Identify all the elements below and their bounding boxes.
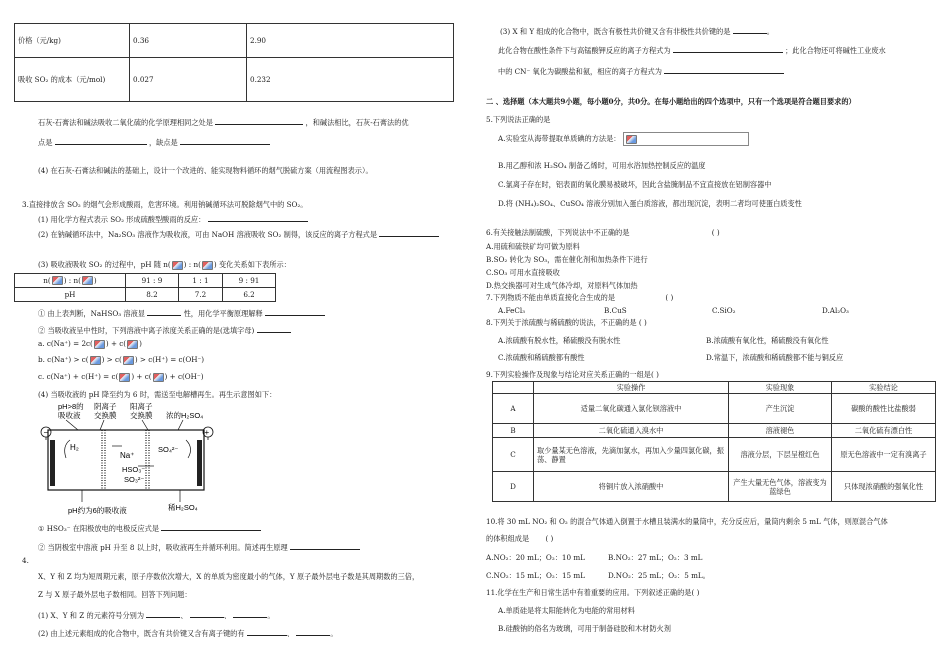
experiment-table — [492, 381, 936, 502]
table-cell: 原无色溶液中一定有溴离子 — [832, 438, 936, 472]
ph-cell: 6.2 — [223, 288, 276, 302]
table-header: 实验结论 — [832, 382, 936, 394]
question-text: 点是 — [38, 138, 53, 147]
answer-blank[interactable] — [296, 628, 330, 636]
question-text: ) : n( — [183, 260, 201, 269]
option-a: A.NO₂：20 mL；O₂：10 mL — [486, 553, 585, 562]
cost-cell: 0.027 — [130, 58, 247, 102]
formula-image-icon — [123, 356, 134, 365]
table-cell: 溶液分层，下层呈橙红色 — [729, 438, 832, 472]
formula-image-icon — [153, 373, 164, 382]
question-text: (4) 当吸收液的 pH 降至约为 6 时，需送至电解槽再生。再生示意图如下： — [38, 390, 277, 399]
answer-blank[interactable] — [733, 26, 767, 34]
table-row — [493, 394, 936, 424]
question-text: 中的 CN⁻ 氧化为碳酸盐和氨，相应的离子方程式为 — [498, 67, 662, 76]
question-7: 7.下列物质不能由单质直接化合生成的是 — [486, 293, 616, 302]
option-a: A.FeCl₃ — [498, 306, 526, 315]
diagram-label: SO₄²⁻ — [158, 445, 179, 454]
diagram-label: 交换膜 — [130, 411, 153, 420]
option-c: c. c(Na⁺) + c(H⁺) = c( — [38, 372, 119, 381]
option-b: B.CuS — [604, 306, 627, 315]
answer-paren[interactable]: ( ) — [545, 534, 554, 543]
table-cell: 只体现浓硝酸的强氧化性 — [832, 472, 936, 502]
ratio-cell: 1 : 1 — [178, 274, 222, 288]
row-label: A — [493, 394, 534, 424]
question-number: 4. — [22, 556, 29, 565]
option-d: D.热交换器可对生成气体冷却，对原料气体加热 — [486, 281, 638, 290]
answer-blank[interactable] — [673, 45, 783, 53]
ph-cell: 7.2 — [178, 288, 222, 302]
option-a: A.浓硫酸有脱水性，稀硫酸没有脱水性 — [498, 336, 621, 345]
table-cell: 产生沉淀 — [729, 394, 832, 424]
answer-blank[interactable] — [55, 137, 147, 145]
question-text: (2) 由上述元素组成的化合物中，既含有共价键又含有离子键的有 — [38, 629, 245, 638]
question-text: 性，用化学平衡原理解释 — [183, 309, 263, 318]
question-text: (1) X、Y 和 Z 的元素符号分别为 — [38, 611, 145, 620]
question-text: X、Y 和 Z 均为短周期元素，原子序数依次增大，X 的单质为密度最小的气体，Y 原子最外层电子数是其周期数的三倍， — [38, 572, 420, 581]
table-header — [493, 382, 534, 394]
table-cell: 碳酸的酸性比盐酸弱 — [832, 394, 936, 424]
option-a: A.实验室从海带提取单质碘的方法是： — [498, 134, 621, 143]
option-c: C.NO₂：15 mL；O₂：15 mL — [486, 571, 585, 580]
option-c: C.浓硫酸和稀硫酸都有酸性 — [498, 353, 585, 362]
question-11: 11.化学在生产和日常生活中有着重要的应用。下列叙述正确的是( ) — [486, 588, 700, 597]
table-row — [493, 472, 936, 502]
ratio-cell: 91 : 9 — [126, 274, 179, 288]
table-row — [493, 438, 936, 472]
table-header: 实验现象 — [729, 382, 832, 394]
option-b: B.用乙醇和浓 H₂SO₄ 制备乙烯时，可用水浴加热控制反应的温度 — [498, 161, 706, 170]
formula-image-icon — [119, 373, 130, 382]
diagram-label: HSO₃⁻ — [122, 465, 146, 474]
question-8: 8.下列关于浓硫酸与稀硫酸的说法，不正确的是 ( ) — [486, 318, 647, 327]
answer-blank[interactable] — [190, 610, 224, 618]
question-text: 石灰-石膏法和碱法吸收二氧化硫的化学原理相同之处是 — [38, 118, 213, 127]
question-text: ，和碱法相比，石灰-石膏法的优 — [305, 118, 409, 127]
row-label: D — [493, 472, 534, 502]
ph-table-header: n( ) : n( ) — [15, 274, 126, 288]
diagram-label: 阳离子 — [130, 402, 153, 411]
option-d: D.Al₂O₃ — [822, 306, 849, 315]
option-b: B.SO₂ 转化为 SO₃，需在催化剂和加热条件下进行 — [486, 255, 648, 264]
question-6: 6.有关接触法制硫酸，下列说法中不正确的是 — [486, 228, 630, 237]
answer-blank[interactable] — [265, 308, 325, 316]
question-text: ；此化合物还可将碱性工业废水 — [785, 46, 886, 55]
question-text: ② 当阴极室中溶液 pH 升至 8 以上时，吸收液再生并循环利用。简述再生原理 — [38, 543, 288, 552]
option-a: a. c(Na⁺) = 2c( — [38, 339, 93, 348]
diagram-label: Na⁺ — [120, 451, 135, 460]
answer-blank[interactable] — [290, 542, 360, 550]
diagram-label: 稀H₂SO₄ — [168, 503, 198, 512]
option-a: A.用硫和硫铁矿均可做为原料 — [486, 242, 580, 251]
option-c: C.氯离子存在时，铝表面的氧化膜易被破坏，因此含盐腌制品不宜直接放在铝制容器中 — [498, 180, 772, 189]
table-cell: 取少量某无色溶液，先滴加氯水，再加入少量四氯化碳，振荡、静置 — [534, 438, 729, 472]
diagram-label: 交换膜 — [94, 411, 117, 420]
question-10: 10.将 30 mL NO₂ 和 O₂ 的混合气体通入倒置于水槽且装满水的量筒中，充分反应后，量筒内剩余 5 mL 气体，则原混合气体 — [486, 517, 888, 526]
table-row — [493, 424, 936, 438]
answer-blank[interactable] — [257, 325, 291, 333]
option-d: D.NO₂：25 mL；O₂：5 mL。 — [608, 571, 710, 580]
question-text: ) 变化关系如下表所示： — [213, 260, 291, 269]
question-text: ，缺点是 — [148, 138, 178, 147]
question-text: (3) 吸收液吸收 SO₂ 的过程中，pH 随 n( — [38, 260, 171, 269]
ph-table — [14, 273, 276, 302]
diagram-label: SO₃²⁻ — [124, 475, 145, 484]
diagram-label: pH约为6的吸收液 — [68, 506, 127, 515]
formula-image-icon — [127, 340, 138, 349]
question-text: ② 当吸收液呈中性时，下列溶液中离子浓度关系正确的是(选填字母) — [38, 326, 255, 335]
section-heading: 二 、选择题（本大题共9小题，每小题0分，共0分。在每小题给出的四个选项中，只有一个选项是符合题目要求的） — [486, 97, 856, 106]
answer-paren[interactable]: ( ) — [665, 293, 674, 302]
table-cell: 溶液褪色 — [729, 424, 832, 438]
question-text: Z 与 X 原子最外层电子数相同。回答下列问题： — [38, 590, 192, 599]
formula-image-icon — [90, 356, 101, 365]
electrolysis-diagram — [38, 400, 228, 518]
question-text: 的体积组成是 — [486, 534, 530, 543]
answer-blank[interactable] — [180, 137, 270, 145]
table-header: 实验操作 — [534, 382, 729, 394]
answer-blank[interactable] — [161, 523, 261, 531]
answer-blank[interactable] — [146, 610, 180, 618]
table-cell: 二氧化硫通入溴水中 — [534, 424, 729, 438]
row-label: B — [493, 424, 534, 438]
formula-image-icon — [52, 276, 63, 285]
diagram-label: 阴离子 — [94, 402, 117, 411]
question-text: (1) 用化学方程式表示 SO₂ 形成硫酸型酸雨的反应： — [38, 215, 206, 224]
plus-terminal-icon: + — [204, 428, 210, 437]
option-c: C.SiO₂ — [712, 306, 736, 315]
option-a: A.单质硅是将太阳能转化为电能的常用材料 — [498, 606, 635, 615]
answer-paren[interactable]: ( ) — [711, 228, 720, 237]
question-text: ① HSO₃⁻ 在阳极放电的电极反应式是 — [38, 524, 160, 533]
cost-row-label: 价格（元/kg) — [15, 24, 130, 58]
question-text: (3) X 和 Y 组成的化合物中，既含有极性共价键又含有非极性共价键的是 — [500, 27, 731, 36]
row-label: C — [493, 438, 534, 472]
image-placeholder-icon — [626, 135, 637, 144]
minus-terminal-icon: − — [43, 428, 49, 437]
table-cell: 适量二氧化碳通入氯化钡溶液中 — [534, 394, 729, 424]
option-b: B.硅酸钠的俗名为玻璃，可用于制备硅胶和木材防火剂 — [498, 624, 671, 633]
ratio-cell: 9 : 91 — [223, 274, 276, 288]
answer-blank[interactable] — [247, 628, 287, 636]
option-c: C.SO₃ 可用水直接吸收 — [486, 268, 560, 277]
question-text: ① 由上表判断，NaHSO₃ 溶液显 — [38, 309, 145, 318]
cost-cell: 0.36 — [130, 24, 247, 58]
answer-blank[interactable] — [147, 308, 181, 316]
cost-cell: 0.232 — [247, 58, 454, 102]
diagram-label: pH>8的 — [58, 402, 84, 411]
question-9: 9.下列实验操作及现象与结论对应关系正确的一组是( ) — [486, 370, 659, 379]
question-4-text: (4) 在石灰-石膏法和碱法的基础上，设计一个改进的、能实现物料循环的烟气脱硫方案（用流程图表示）。 — [38, 166, 373, 175]
cost-table — [14, 23, 454, 102]
cost-row-label: 吸收 SO₂ 的成本（元/mol) — [15, 58, 130, 102]
option-d: D.常温下，浓硫酸和稀硫酸都不能与铜反应 — [706, 353, 844, 362]
ph-row-label: pH — [15, 288, 126, 302]
question-5: 5.下列说法正确的是 — [486, 115, 551, 124]
diagram-label: 浓的H₂SO₄ — [166, 411, 204, 420]
formula-image-box — [623, 132, 749, 146]
table-cell: 产生大量无色气体，溶液变为蓝绿色 — [729, 472, 832, 502]
question-text: (2) 在钠碱循环法中，Na₂SO₃ 溶液作为吸收液，可由 NaOH 溶液吸收 SO₂ 制得，该反应的离子方程式是 — [38, 230, 378, 239]
option-d: D.将 (NH₄)₂SO₄、CuSO₄ 溶液分别加入蛋白质溶液，都出现沉淀，表明二者均可使蛋白质变性 — [498, 199, 802, 208]
ph-cell: 8.2 — [126, 288, 179, 302]
formula-image-icon — [94, 340, 105, 349]
option-b: b. c(Na⁺) > c( — [38, 355, 89, 364]
formula-image-icon — [82, 276, 93, 285]
question-text: 此化合物在酸性条件下与高锰酸钾反应的离子方程式为 — [498, 46, 671, 55]
formula-image-icon — [172, 261, 183, 270]
answer-blank[interactable] — [379, 229, 439, 237]
answer-blank[interactable] — [664, 66, 784, 74]
table-cell: 将铜片放入浓硝酸中 — [534, 472, 729, 502]
answer-blank[interactable] — [233, 610, 267, 618]
option-b: B.浓硫酸有氧化性，稀硫酸没有氧化性 — [706, 336, 829, 345]
cost-cell: 2.90 — [247, 24, 454, 58]
question-3-intro: 3.直接排放含 SO₂ 的烟气会形成酸雨，危害环境。利用钠碱循环法可脱除烟气中的 SO₂。 — [22, 200, 308, 209]
option-b: B.NO₂：27 mL；O₂：3 mL — [608, 553, 703, 562]
diagram-label: H₂ — [70, 443, 79, 452]
formula-image-icon — [202, 261, 213, 270]
table-cell: 二氧化硫有漂白性 — [832, 424, 936, 438]
diagram-label: 吸收液 — [58, 411, 81, 420]
answer-blank[interactable] — [208, 214, 308, 222]
answer-blank[interactable] — [215, 117, 303, 125]
